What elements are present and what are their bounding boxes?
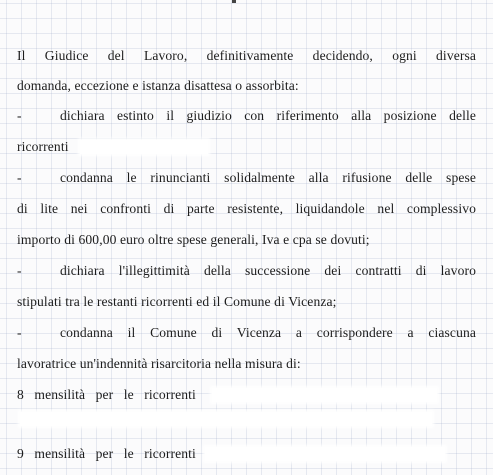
opening-line-1: Il Giudice del Lavoro, definitivamente decidendo, ogni diversa <box>17 48 476 63</box>
item-2-text: condanna le rinuncianti solidalmente alla rifusione delle spese <box>60 170 476 185</box>
item-3-text: dichiara l'illegittimità della successione dei contratti di lavoro <box>60 263 476 278</box>
allocation-line-1: 8 mensilità per le ricorrenti <box>17 387 196 402</box>
item-4-continuation: lavoratrice un'indennità risarcitoria nella misura di: <box>17 356 301 371</box>
redacted-names-4 <box>205 447 445 461</box>
item-3-marker: - <box>17 263 22 278</box>
page-top-mark <box>232 0 236 3</box>
opening-line-2: domanda, eccezione e istanza disattesa o assorbita: <box>17 78 299 93</box>
allocation-line-2: 9 mensilità per le ricorrenti <box>17 446 196 461</box>
item-2-continuation-2: importo di 600,00 euro oltre spese generali, Iva e cpa se dovuti; <box>17 232 370 247</box>
redacted-names-2 <box>212 388 437 402</box>
item-1-text: dichiara estinto il giudizio con riferimento alla posizione delle <box>60 108 476 123</box>
item-3-continuation: stipulati tra le restanti ricorrenti ed il Comune di Vicenza; <box>17 294 337 309</box>
item-4-text: condanna il Comune di Vicenza a corrispondere a ciascuna <box>60 325 476 340</box>
item-1-continuation: ricorrenti <box>17 139 69 154</box>
redacted-names-3 <box>20 412 432 426</box>
item-1-marker: - <box>17 108 22 123</box>
redacted-names-1 <box>80 140 208 154</box>
item-4-marker: - <box>17 325 22 340</box>
item-2-continuation-1: di lite nei confronti di parte resistente, liquidandole nel complessivo <box>17 201 476 216</box>
item-2-marker: - <box>17 170 22 185</box>
